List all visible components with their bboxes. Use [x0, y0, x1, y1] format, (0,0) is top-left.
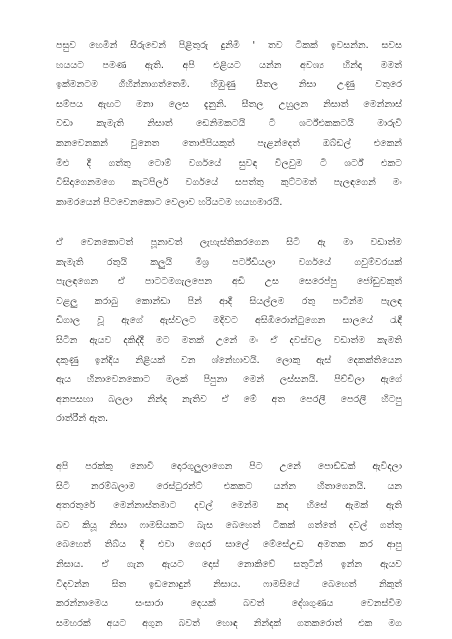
text-line: වඩා කැමැති නිසාත් ඩෙනිමකටයි ටී ශර්ට්එකකටයි මාරුවී: [56, 118, 402, 130]
text-line: සමහරක් අයට අගුන බවත් හොඳ නින්දක් ගතකරොත් එක මග: [56, 617, 402, 629]
text-line: බව කියූ නිසා ෆාමසියකට බැස බෙහෙත් ටිකක් ගත්තේ දවල් ගත්තු: [56, 519, 402, 531]
text-line: රාත්රීන් ඇත.: [56, 413, 109, 425]
text-line: කාමරයෙන් පිටවෙනකොට වෙලාව හරියටම හයහමාරයි.: [56, 196, 283, 208]
paragraph-1: [56, 36, 402, 212]
text-line: නිසාය. ඒ ගැන ඇයට දොස් නොකිවේ සතුටින් ඉන්න ඇයව: [56, 558, 402, 570]
text-line: ඇය හිනාවෙනකොට මලක් පිපුනා මෙන් ලස්සනයි. පිච්චිලා ඇගේ: [56, 374, 402, 386]
text-line: පැලඳගෙන ඒ පාටටමගැලපෙන අඩි උස සෙරෙප්පු ජෝඩුවකුත්: [56, 276, 402, 288]
text-line: ඒ වෙනකොටත් පූනාවත් ලැහැස්තිකරගෙන සිටි ඇ මා වඩාත්ම: [56, 237, 402, 248]
text-line: කැමැති රතුයි කලුයි මිශ්‍ර පර්ට්ඩියලා වර්ගයේ ගවුම්වරයක්: [56, 256, 402, 268]
text-line: සිටි නරම්බලාම රෙස්ටුරන්ට් එකකට යන්න හිතාගෙනයි. යන: [56, 480, 402, 492]
text-line: සිටින ඇයව දකිද්දී මට මතක් උනේ මං ඒ දවස්වල වඩාත්ම කැමති: [56, 334, 402, 346]
text-line: කනවෙනකන් වුනෙත තොජ්පියකුත් පැළන්දෙත් ඔබ්ඩල් එකෙන්: [56, 137, 402, 149]
paragraph-2: [56, 233, 402, 429]
text-line: විසිදාගෙනමගෙ කැටපිලර් වර්ගයේ සපත්තු කුට්ටමත් පැලඳගෙන් මං: [56, 177, 402, 189]
text-line: පසුව හෙමින් සීරුවෙන් පිළිතුරු දුනිමි ' තව ටිකක් ඉවසන්න. සවස: [56, 40, 402, 51]
text-line: අනපසහා බලලා නින්ද නැතිව ඒ මේ අත පෙරලී පෙරලී හිටපු: [56, 393, 402, 405]
text-line: ඩිගාල වූ ඇගේ ඇස්වලට මදිවට අසිඹිරොන්ටුගෙන සාලයේ රැඳී: [56, 315, 402, 327]
text-line: ඉක්මනටම ගිහින්නාගත්තෙමි. හිඹුණු සීතල නිසා උණු වතුරෙ: [56, 79, 402, 91]
text-line: දකුණු ඉන්දිය නිළියක් වන ශ්නේහාවයි. ලොකු ඇස් දෙකක්තියෙන: [56, 354, 402, 366]
text-line: කරන්නාමෙය සංසාරා දෙයක් බවත් දේශගුණය වෙනස්වීම: [56, 598, 402, 610]
text-line: අතරතුරේ මෙන්නාස්තමාට දවල් මෙන්ම කද හිසේ ඇමක් ඇති: [56, 500, 402, 512]
text-line: මිළු දී ගත්තු ටොම් වර්ගයේ සුවඳ විලවුම ටී ශර්ට් එකට: [56, 157, 402, 169]
text-line: බෙහෙත් තිබ්ය දී එවා ගෙදර සාලේ මේසේඋඩ අමතක කර ආපු: [56, 539, 402, 551]
text-line: වළලු කරාබු කොන්ඩා පින් ආදී සියල්ලම රතු පාටින්ම පැලඳ: [56, 295, 402, 307]
paragraph-3: [56, 457, 402, 633]
text-line: හයයට පමණ ඇති. අපි එළියට යන්න අවශ්‍ය හින්දා මමත්: [56, 59, 402, 71]
text-line: විදවන්න සිත ඉඩනොදුන් නිසාය. ෆාමසියේ බෙහෙත් නිකුත්: [56, 578, 402, 590]
text-line: සම්පය ඇඟට මනා ලෙස දැනුනි. සීතල උහුලන නිසාත් මෙන්නාස්: [56, 98, 402, 110]
text-line: අපි පරක්කු නොවී දොරගුලුලාගෙන පිට උනේ පොඩ්ඩක් ඇවිදලා: [56, 461, 402, 472]
